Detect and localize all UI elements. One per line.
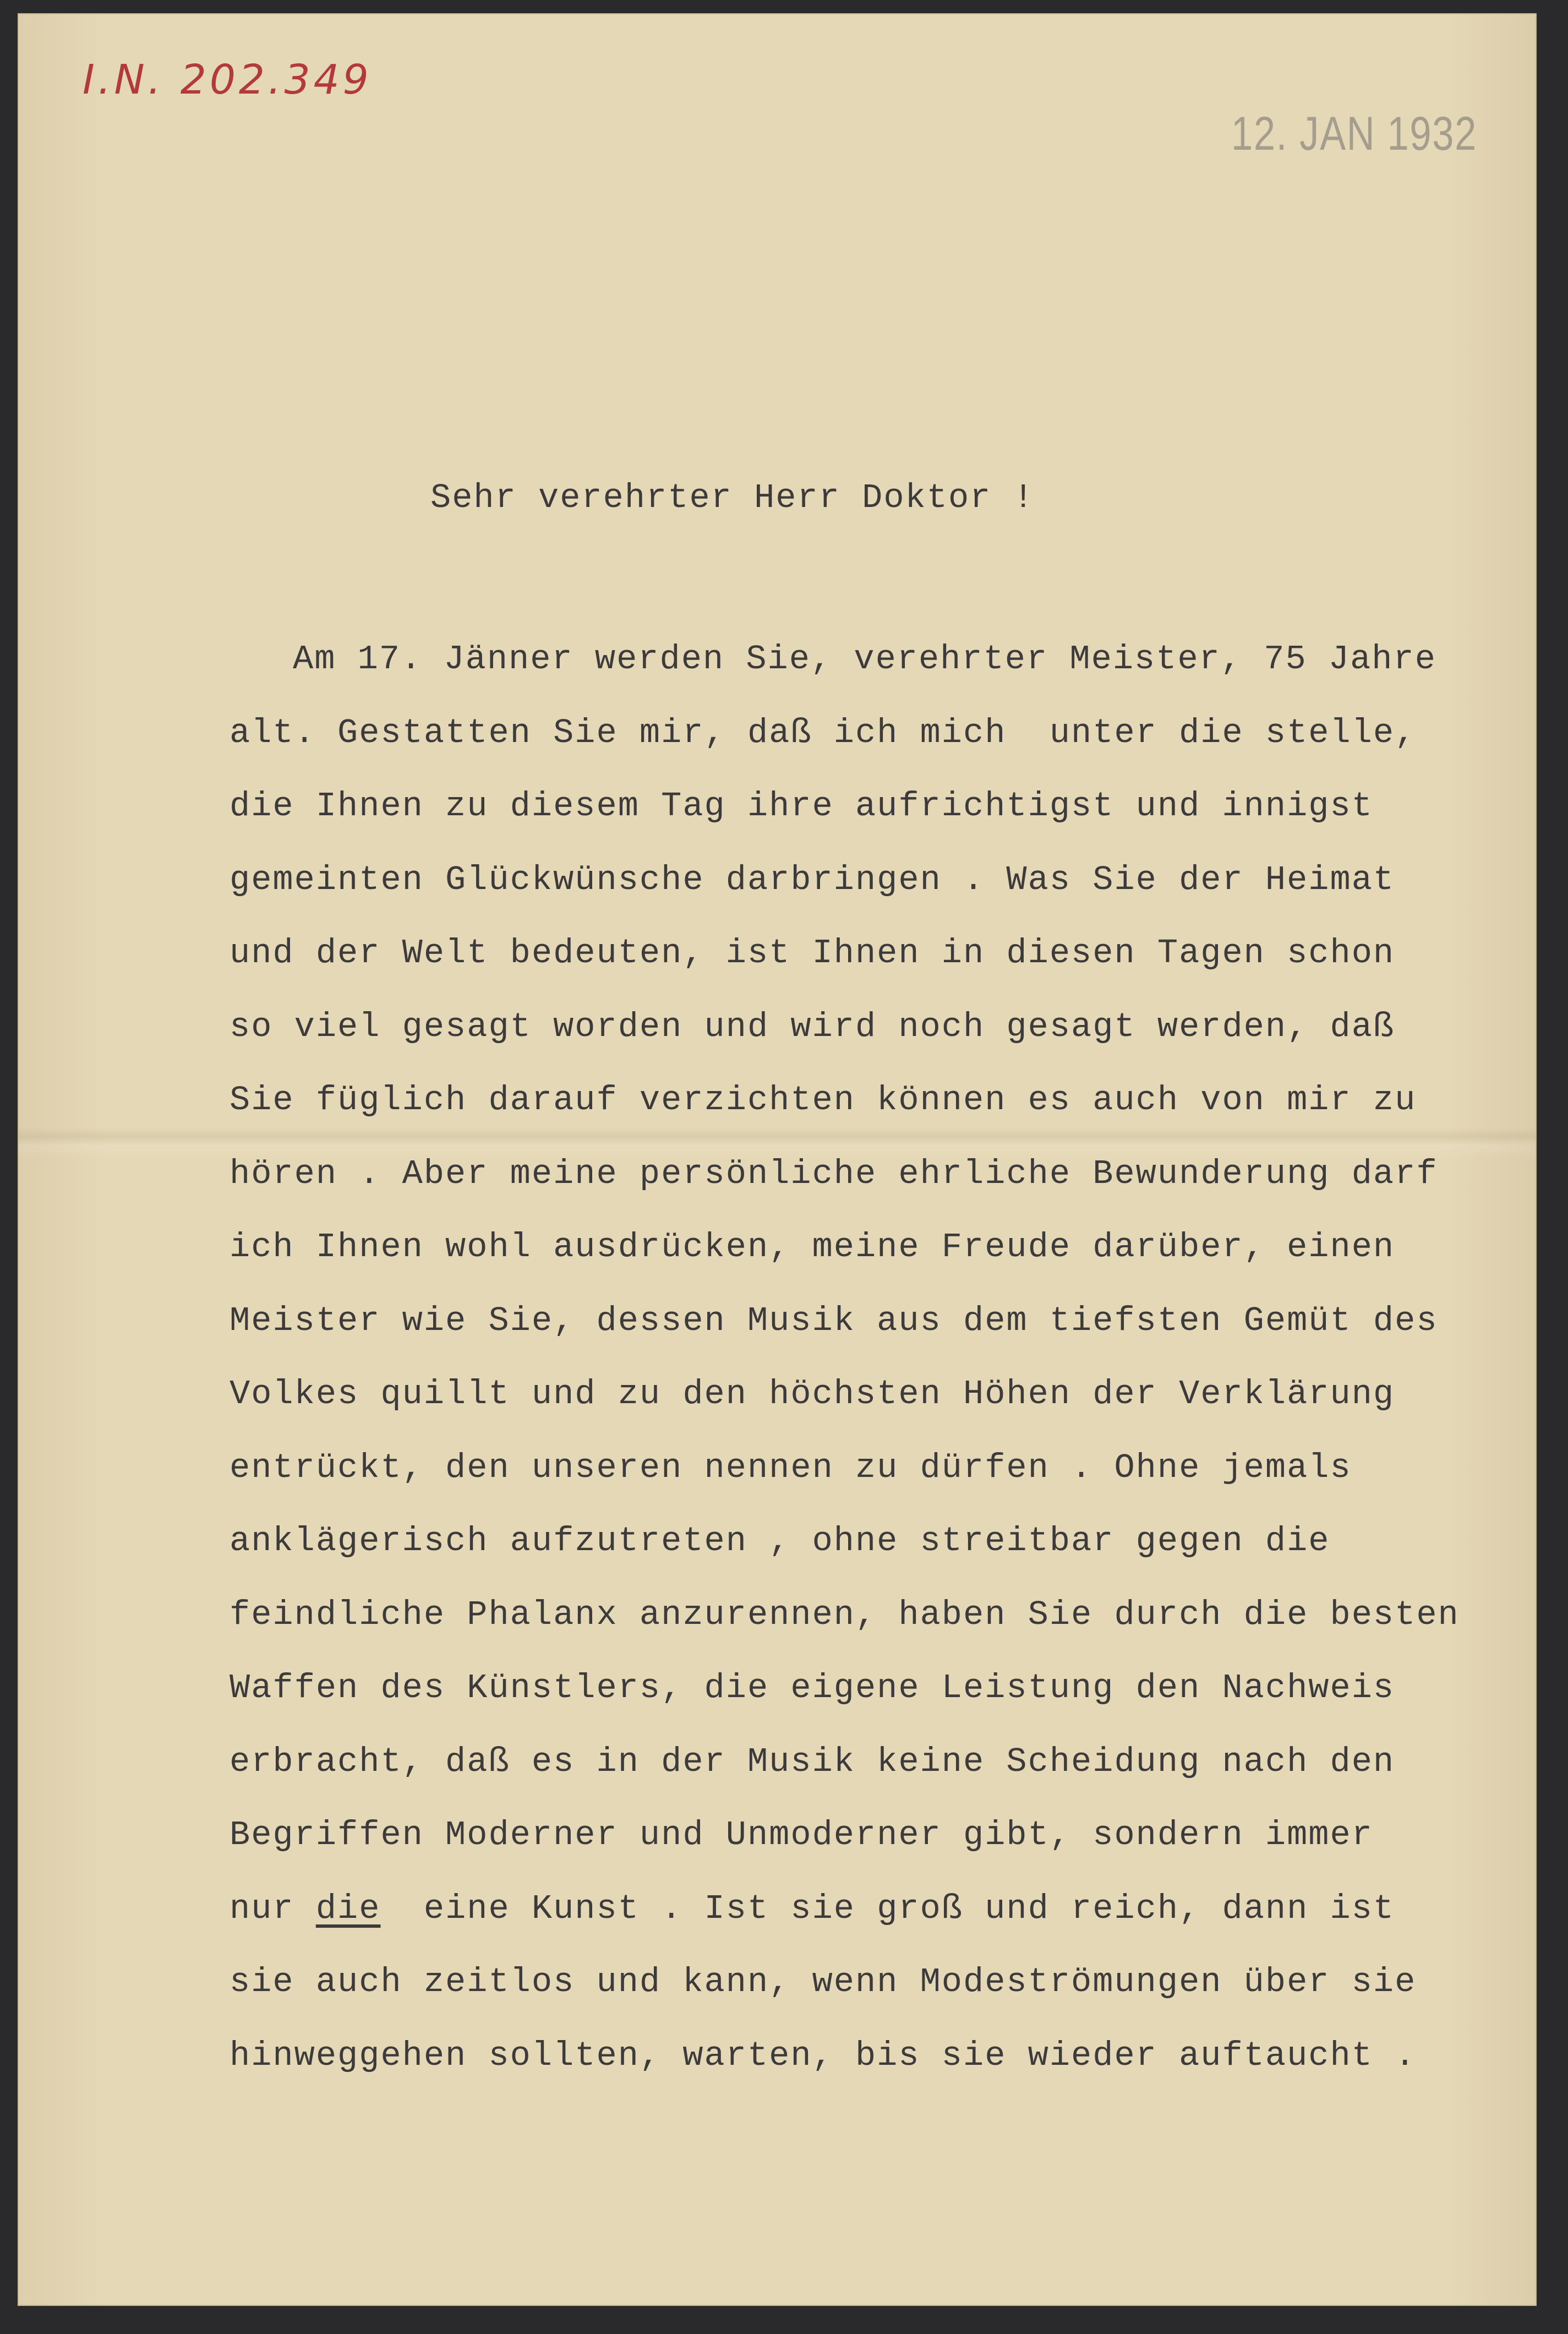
date-stamp: 12. JAN 1932 — [1231, 107, 1478, 160]
body-line: ich Ihnen wohl ausdrücken, meine Freude darüber, einen — [230, 1228, 1395, 1267]
body-line: sie auch zeitlos und kann, wenn Modeströmungen über sie — [230, 1962, 1417, 2002]
body-line: entrückt, den unseren nennen zu dürfen . Ohne jemals — [230, 1448, 1352, 1487]
body-line: Am 17. Jänner werden Sie, verehrter Meister, 75 Jahre — [293, 640, 1436, 679]
body-line: anklägerisch aufzutreten , ohne streitbar gegen die — [230, 1522, 1330, 1561]
body-line: hören . Aber meine persönliche ehrliche Bewunderung darf — [230, 1154, 1438, 1193]
letter-body — [230, 623, 1460, 2092]
body-line: Meister wie Sie, dessen Musik aus dem tiefsten Gemüt des — [230, 1301, 1438, 1340]
body-line: erbracht, daß es in der Musik keine Scheidung nach den — [230, 1742, 1395, 1781]
body-line: die Ihnen zu diesem Tag ihre aufrichtigst und innigst — [230, 787, 1373, 826]
body-line: Sie füglich darauf verzichten können es auch von mir zu — [230, 1081, 1417, 1120]
line-text: eine Kunst . Ist sie groß und reich, dann ist — [380, 1889, 1395, 1928]
body-line: Begriffen Moderner und Unmoderner gibt, sondern immer — [230, 1815, 1373, 1855]
body-line: feindliche Phalanx anzurennen, haben Sie durch die besten — [230, 1595, 1460, 1634]
body-line: so viel gesagt worden und wird noch gesagt werden, daß — [230, 1007, 1395, 1046]
underlined-word: die — [315, 1889, 381, 1928]
body-line: hinweggehen sollten, warten, bis sie wieder auftaucht . — [230, 2036, 1417, 2075]
body-line — [230, 1872, 1460, 1946]
salutation: Sehr verehrter Herr Doktor ! — [430, 478, 1035, 517]
body-line: Volkes quillt und zu den höchsten Höhen der Verklärung — [230, 1375, 1395, 1414]
body-line: alt. Gestatten Sie mir, daß ich mich unter die stelle, — [230, 713, 1417, 752]
line-text: nur — [230, 1889, 316, 1928]
letter-page — [18, 13, 1537, 2306]
body-line: gemeinten Glückwünsche darbringen . Was Sie der Heimat — [230, 860, 1395, 899]
body-line: und der Welt bedeuten, ist Ihnen in diesen Tagen schon — [230, 934, 1395, 973]
archive-number: I.N. 202.349 — [83, 56, 372, 103]
body-line: Waffen des Künstlers, die eigene Leistung den Nachweis — [230, 1668, 1395, 1708]
